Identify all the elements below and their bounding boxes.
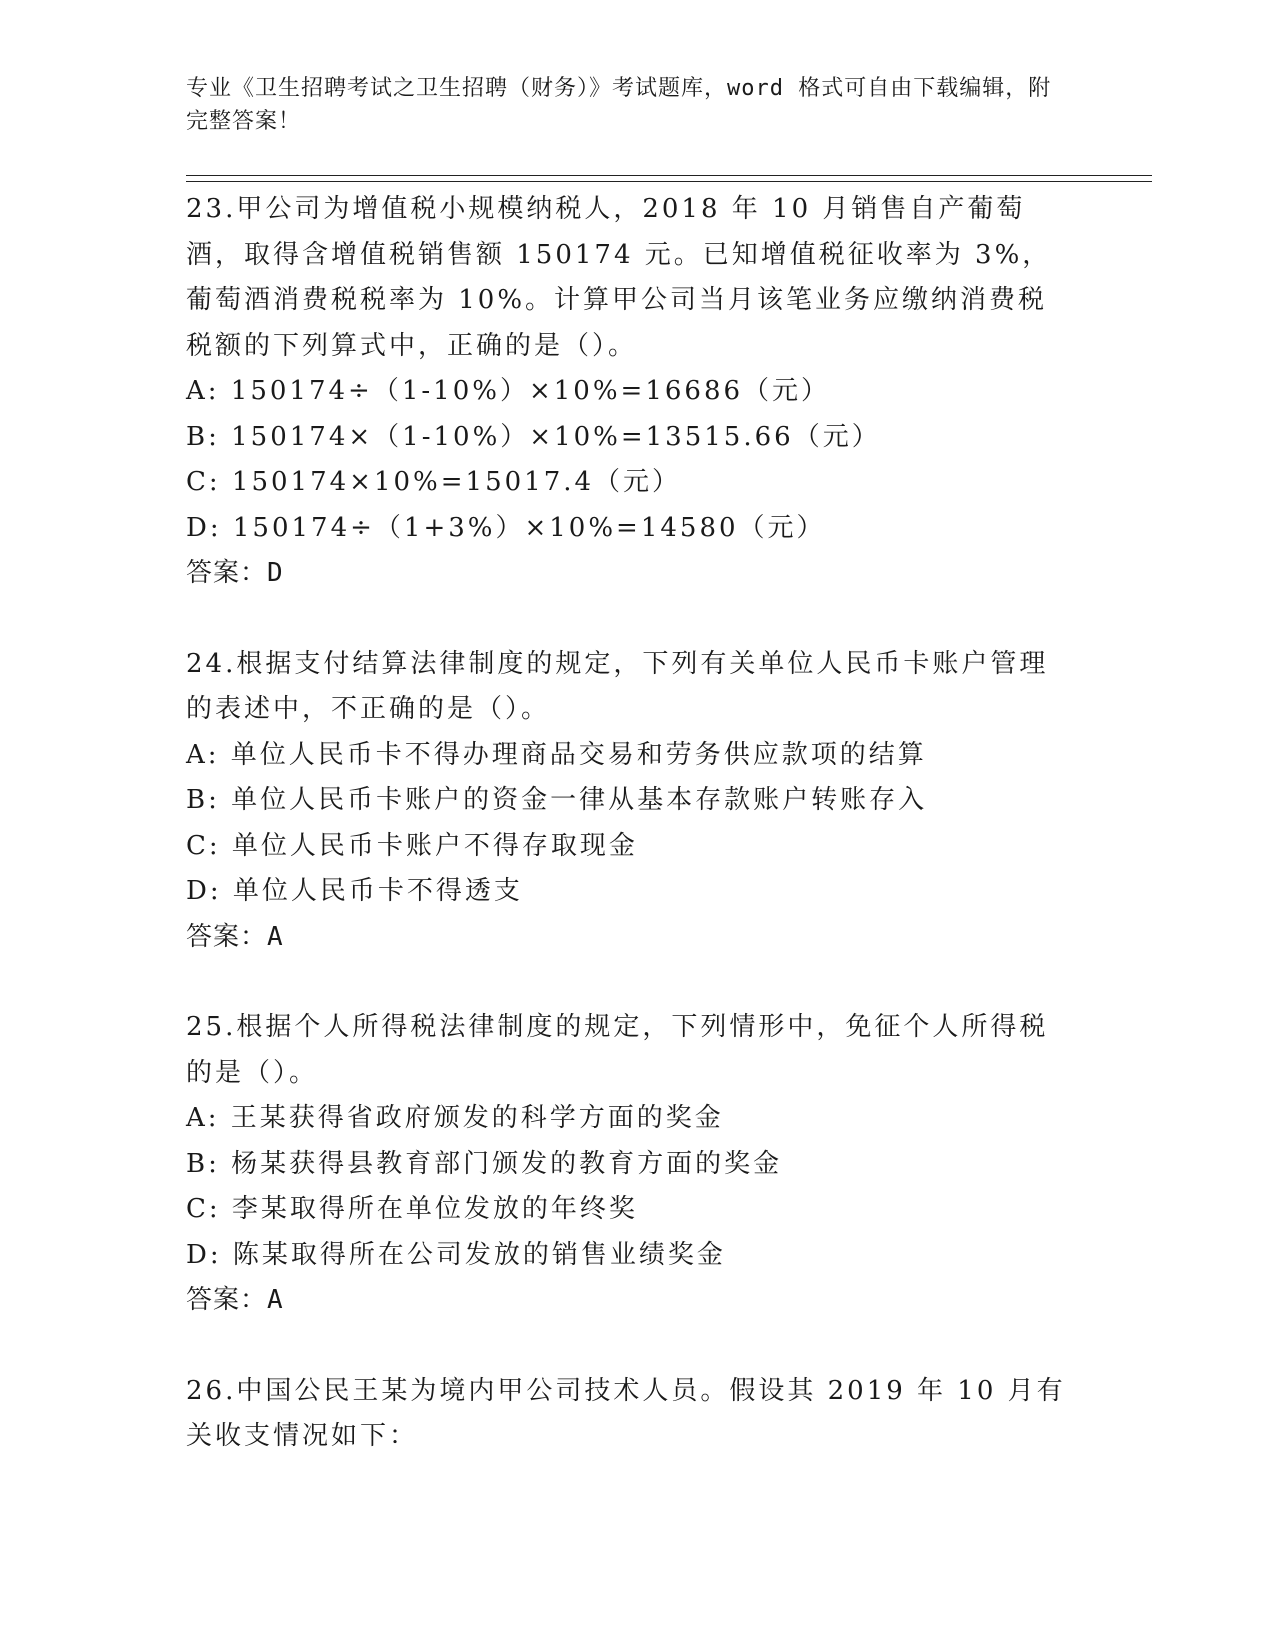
option-d: D: 陈某取得所在公司发放的销售业绩奖金 [186, 1239, 726, 1270]
option-d: D: 150174÷（1+3%）×10%=14580（元） [186, 512, 826, 543]
option-a: A: 单位人民币卡不得办理商品交易和劳务供应款项的结算 [186, 739, 927, 770]
option-a: A: 王某获得省政府颁发的科学方面的奖金 [186, 1103, 724, 1133]
answer-line: 答案：D [186, 558, 284, 588]
option-b: B: 杨某获得县教育部门颁发的教育方面的奖金 [186, 1148, 783, 1179]
question-26 [186, 1369, 1086, 1460]
header-divider-top [186, 175, 1152, 176]
document-header: 专业《卫生招聘考试之卫生招聘（财务）》考试题库，word 格式可自由下载编辑，附完整答案！ [186, 76, 1052, 134]
question-stem: 26.中国公民王某为境内甲公司技术人员。假设其 2019 年 10 月有关收支情况如下： [186, 1375, 1066, 1451]
option-c: C: 150174×10%=15017.4（元） [186, 467, 682, 497]
answer-line: 答案：A [186, 1285, 284, 1315]
spacer [186, 960, 1086, 1005]
question-stem: 25.根据个人所得税法律制度的规定，下列情形中，免征个人所得税的是（）。 [186, 1012, 1049, 1088]
question-23 [186, 187, 1086, 597]
option-d: D: 单位人民币卡不得透支 [186, 876, 523, 906]
question-list [186, 187, 1086, 1460]
header-divider-bottom [186, 181, 1152, 182]
option-b: B: 150174×（1-10%）×10%=13515.66（元） [186, 421, 881, 452]
question-24 [186, 642, 1086, 961]
question-25 [186, 1005, 1086, 1324]
option-c: C: 李某取得所在单位发放的年终奖 [186, 1194, 638, 1224]
option-c: C: 单位人民币卡账户不得存取现金 [186, 830, 638, 861]
spacer [186, 597, 1086, 642]
option-a: A: 150174÷（1-10%）×10%=16686（元） [186, 376, 831, 406]
answer-line: 答案：A [186, 921, 284, 952]
option-b: B: 单位人民币卡账户的资金一律从基本存款账户转账存入 [186, 785, 928, 815]
question-stem: 24.根据支付结算法律制度的规定，下列有关单位人民币卡账户管理的表述中，不正确的是（）。 [186, 648, 1049, 724]
question-stem: 23.甲公司为增值税小规模纳税人，2018 年 10 月销售自产葡萄酒，取得含增值税销售额 150174 元。已知增值税征收率为 3%，葡萄酒消费税税率为 10%。计算甲公司当月该笔业务应缴纳消费税税额的下列算式中，正确的是（）。 [186, 194, 1052, 361]
spacer [186, 1324, 1086, 1369]
